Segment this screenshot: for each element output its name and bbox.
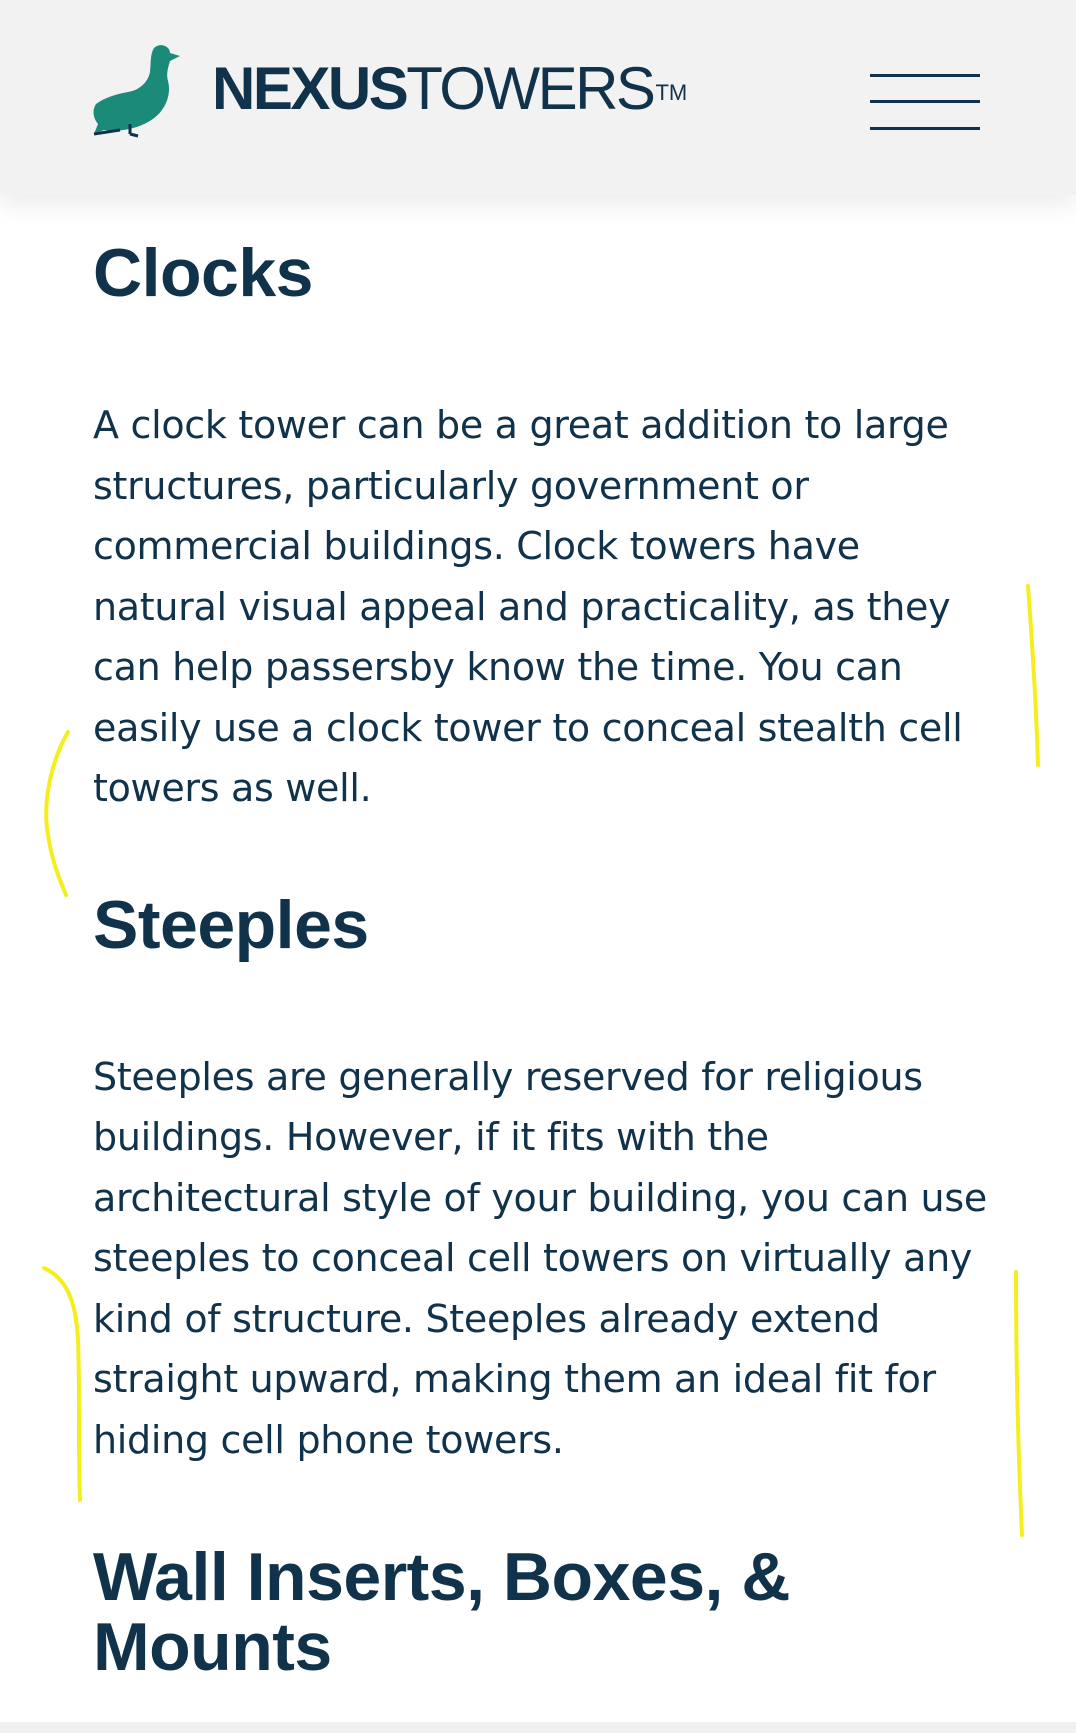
heading-wall-inserts: Wall Inserts, Boxes, & Mounts [93,1539,790,1685]
heading-clocks: Clocks [93,235,313,311]
highlight-mark-right-steeples [1016,1272,1022,1535]
brand-wordmark [212,55,688,122]
brand-wordmark-bold: NEXUS [212,55,407,122]
site-logo[interactable] [90,44,687,140]
menu-bar-middle [870,100,980,103]
highlight-mark-left-clocks [46,732,68,895]
highlight-mark-left-steeples [44,1268,80,1500]
menu-bar-top [870,74,980,77]
trademark-mark: TM [655,80,688,105]
article-content [93,195,993,1685]
paragraph-steeples: Steeples are generally reserved for religious buildings. However, if it fits with the architectural style of your building, you can use steeples to conceal cell towers on virtually any kind of structure. Steeples already extend straight upward, making them an ideal fit for hiding cell phone towers. [93,1054,987,1462]
brand-wordmark-light: TOWERS [406,55,654,122]
hamburger-menu-icon[interactable] [870,72,980,134]
highlight-mark-right-clocks [1028,586,1038,765]
bottom-bar [0,1722,1076,1733]
menu-bar-bottom [870,127,980,130]
duck-icon [90,44,184,140]
site-header [0,0,1076,195]
heading-steeples: Steeples [93,886,369,963]
paragraph-clocks: A clock tower can be a great addition to large structures, particularly government or commercial buildings. Clock towers have natural visual appeal and practicality, as they can help passersby know the time. You can easily use a clock tower to conceal stealth cell towers as well. [93,403,963,810]
